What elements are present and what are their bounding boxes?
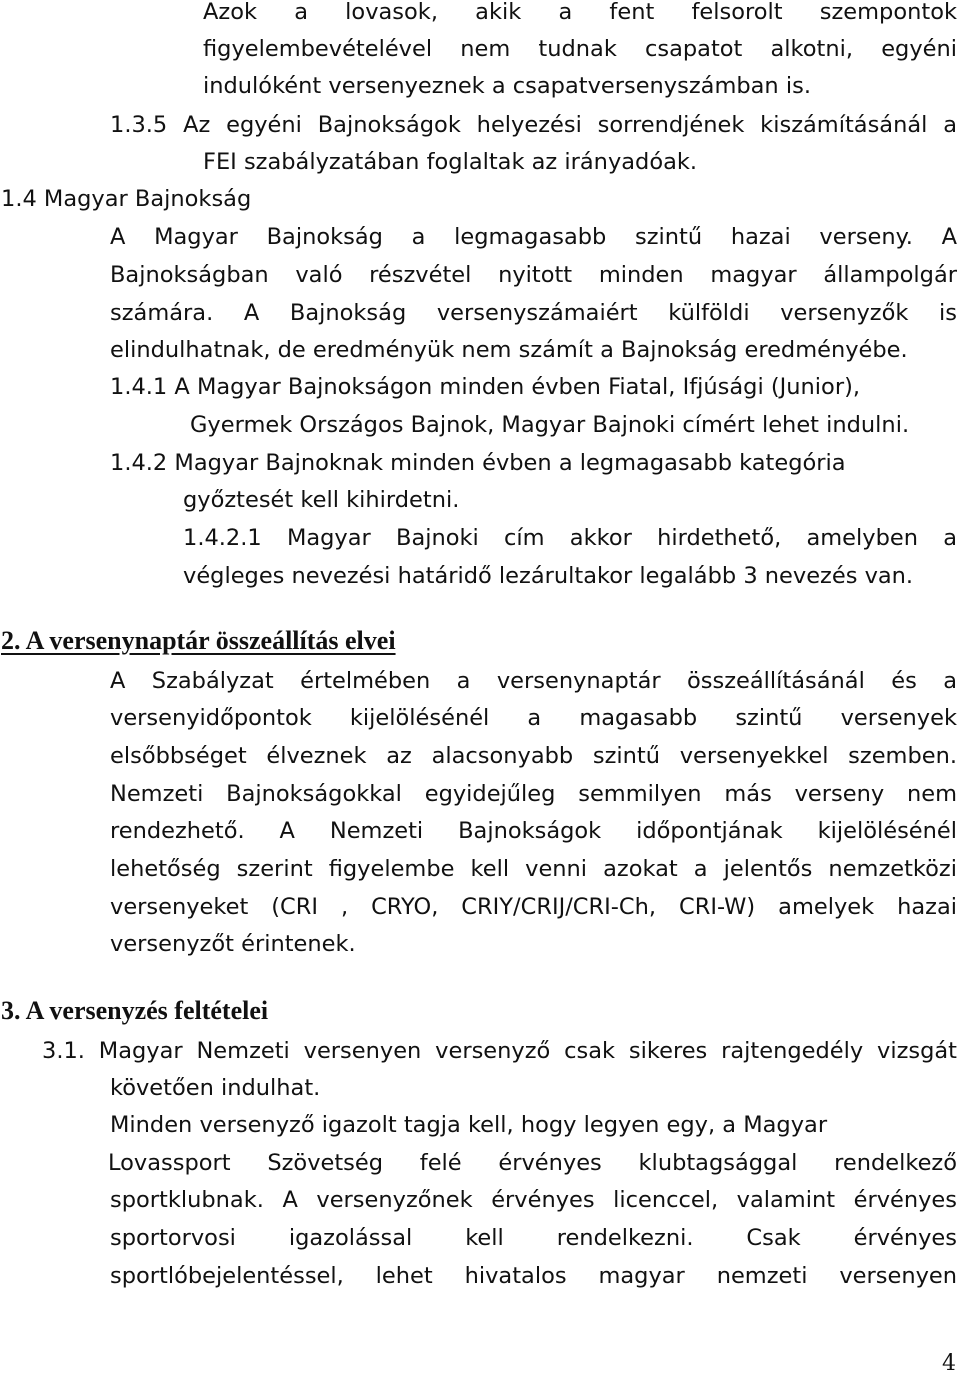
section-3-1-line: sportorvosi igazolással kell rendelkezni. Csak érvényes xyxy=(110,1225,957,1251)
paragraph-line: figyelembevételével nem tudnak csapatot alkotni, egyéni xyxy=(203,36,957,62)
section-3-1-line: követően indulhat. xyxy=(110,1075,321,1101)
section-1-4-line: A Magyar Bajnokság a legmagasabb szintű hazai verseny. A xyxy=(110,224,957,250)
section-1-4-1-line: Gyermek Országos Bajnok, Magyar Bajnoki címért lehet indulni. xyxy=(190,412,910,438)
section-1-4-heading: 1.4 Magyar Bajnokság xyxy=(1,186,252,212)
section-1-4-2-line: győztesét kell kihirdetni. xyxy=(183,487,460,513)
section-2-line: versenyidőpontok kijelölésénél a magasabb szintű versenyek xyxy=(110,705,957,731)
section-2-line: elsőbbséget élveznek az alacsonyabb szintű versenyekkel szemben. xyxy=(110,743,957,769)
section-3-1-line: 3.1. Magyar Nemzeti versenyen versenyző csak sikeres rajtengedély vizsgát xyxy=(42,1038,957,1064)
section-1-4-line: számára. A Bajnokság versenyszámaiért külföldi versenyzők is xyxy=(110,300,957,326)
section-1-4-line: Bajnokságban való részvétel nyitott minden magyar állampolgár xyxy=(110,262,957,288)
section-2-line: rendezhető. A Nemzeti Bajnokságok időpontjának kijelölésénél xyxy=(110,818,957,844)
section-3-1-line: Lovassport Szövetség felé érvényes klubtagsággal rendelkező xyxy=(108,1150,957,1176)
page-number: 4 xyxy=(942,1351,956,1376)
section-2-line: Nemzeti Bajnokságokkal egyidejűleg semmilyen más verseny nem xyxy=(110,781,957,807)
section-1-4-2-1-line: 1.4.2.1 Magyar Bajnoki cím akkor hirdethető, amelyben a xyxy=(183,525,957,551)
section-3-1-line: sportlóbejelentéssel, lehet hivatalos magyar nemzeti versenyen xyxy=(110,1263,957,1289)
section-2-line: versenyzőt érintenek. xyxy=(110,931,356,957)
section-1-4-1-line: 1.4.1 A Magyar Bajnokságon minden évben Fiatal, Ifjúsági (Junior), xyxy=(110,374,861,400)
section-1-3-5-line: FEI szabályzatában foglaltak az irányadóak. xyxy=(203,149,698,175)
section-1-4-2-1-line: végleges nevezési határidő lezárultakor legalább 3 nevezés van. xyxy=(183,563,914,589)
section-3-heading: 3. A versenyzés feltételei xyxy=(1,996,269,1025)
section-2-heading: 2. A versenynaptár összeállítás elvei xyxy=(1,626,396,655)
section-1-4-line: elindulhatnak, de eredményük nem számít a Bajnokság eredményébe. xyxy=(110,337,908,363)
section-1-4-2-line: 1.4.2 Magyar Bajnoknak minden évben a legmagasabb kategória xyxy=(110,450,846,476)
section-2-line: versenyeket (CRI , CRYO, CRIY/CRIJ/CRI-Ch, CRI-W) amelyek hazai xyxy=(110,894,957,920)
paragraph-line: Azok a lovasok, akik a fent felsorolt szempontok xyxy=(203,0,957,25)
section-3-1-line: sportklubnak. A versenyzőnek érvényes licenccel, valamint érvényes xyxy=(110,1187,957,1213)
paragraph-line: indulóként versenyeznek a csapatversenyszámban is. xyxy=(203,73,811,99)
section-2-line: A Szabályzat értelmében a versenynaptár összeállításánál és a xyxy=(110,668,957,694)
section-3-1-line: Minden versenyző igazolt tagja kell, hogy legyen egy, a Magyar xyxy=(110,1112,828,1138)
section-2-line: lehetőség szerint figyelembe kell venni azokat a jelentős nemzetközi xyxy=(110,856,957,882)
section-1-3-5-line: 1.3.5 Az egyéni Bajnokságok helyezési sorrendjének kiszámításánál a xyxy=(110,112,957,138)
